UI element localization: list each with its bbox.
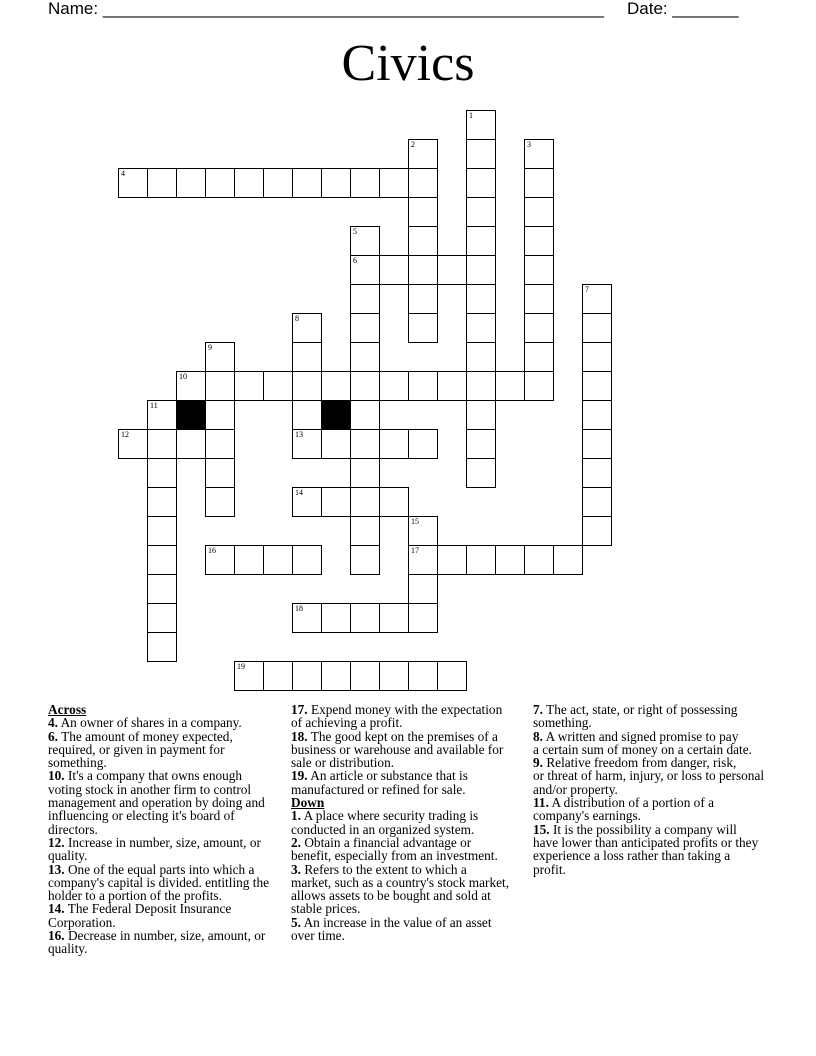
clue-number: 2.: [291, 834, 301, 850]
clue-text: An increase in the value of an asset over time.: [291, 914, 492, 944]
crossword-cell[interactable]: [321, 168, 351, 198]
across-clue-16: [48, 929, 288, 956]
across-clue-6: [48, 730, 288, 770]
clue-text: The act, state, or right of possessing something.: [533, 702, 738, 731]
clue-number-label: 11: [150, 401, 158, 410]
crossword-cell[interactable]: [321, 661, 351, 691]
clue-number-label: 8: [295, 314, 299, 323]
crossword-cell[interactable]: [263, 545, 293, 575]
clue-text: Expend money with the expectation of achieving a profit.: [291, 702, 503, 731]
crossword-cell[interactable]: [147, 603, 177, 633]
across-clue-17: [291, 703, 529, 730]
clue-number: 18.: [291, 728, 308, 744]
crossword-cell[interactable]: [350, 255, 380, 285]
down-clue-5: [291, 916, 529, 943]
crossword-cell[interactable]: [263, 371, 293, 401]
crossword-cell[interactable]: [147, 400, 177, 430]
crossword-cell[interactable]: [205, 400, 235, 430]
crossword-cell[interactable]: [350, 284, 380, 314]
across-clue-19: [291, 769, 529, 796]
crossword-cell[interactable]: [466, 197, 496, 227]
clue-text: It is the possibility a company will have lower than anticipated profits or they experience a loss rather than taking a profit.: [533, 821, 759, 877]
crossword-cell[interactable]: [495, 545, 525, 575]
black-square: [321, 400, 351, 430]
crossword-cell[interactable]: [379, 661, 409, 691]
crossword-cell[interactable]: [524, 226, 554, 256]
crossword-cell[interactable]: [292, 429, 322, 459]
crossword-cell[interactable]: [524, 139, 554, 169]
clue-number: 11.: [533, 795, 549, 811]
clue-number-label: 15: [411, 517, 419, 526]
crossword-cell[interactable]: [466, 342, 496, 372]
clue-text: One of the equal parts into which a company's capital is divided. entitling the holder to a portion of the profits.: [48, 861, 270, 904]
down-clue-7: [533, 703, 803, 730]
crossword-cell[interactable]: [466, 255, 496, 285]
crossword-cell[interactable]: [582, 313, 612, 343]
clue-number-label: 17: [411, 546, 419, 555]
clue-text: Obtain a financial advantage or benefit, especially from an investment.: [291, 834, 498, 864]
crossword-cell[interactable]: [205, 487, 235, 517]
crossword-cell[interactable]: [263, 661, 293, 691]
crossword-cell[interactable]: [292, 371, 322, 401]
crossword-cell[interactable]: [292, 545, 322, 575]
clue-number: 3.: [291, 861, 301, 877]
crossword-cell[interactable]: [408, 255, 438, 285]
across-clue-4: [48, 716, 288, 729]
crossword-cell[interactable]: [350, 458, 380, 488]
crossword-cell[interactable]: [408, 429, 438, 459]
clue-number-label: 1: [469, 111, 473, 120]
down-clue-1: [291, 809, 529, 836]
crossword-cell[interactable]: [408, 603, 438, 633]
crossword-cell[interactable]: [408, 284, 438, 314]
clue-text: Refers to the extent to which a market, such as a country's stock market, allows assets to be bought and sold at stable prices.: [291, 861, 510, 917]
across-clue-14: [48, 902, 288, 929]
crossword-cell[interactable]: [466, 313, 496, 343]
clue-number: 6.: [48, 728, 58, 744]
crossword-cell[interactable]: [408, 371, 438, 401]
clue-number-label: 13: [295, 430, 303, 439]
crossword-cell[interactable]: [379, 371, 409, 401]
crossword-cell[interactable]: [408, 516, 438, 546]
clue-number: 19.: [291, 768, 308, 784]
crossword-cell[interactable]: [234, 168, 264, 198]
crossword-cell[interactable]: [524, 168, 554, 198]
crossword-cell[interactable]: [292, 400, 322, 430]
crossword-cell[interactable]: [292, 603, 322, 633]
clue-column-3: [533, 703, 803, 876]
clue-number: 15.: [533, 821, 550, 837]
clue-text: A distribution of a portion of a company's earnings.: [533, 795, 714, 824]
crossword-cell[interactable]: [176, 168, 206, 198]
across-clue-13: [48, 863, 288, 903]
clue-number: 14.: [48, 901, 65, 917]
crossword-cell[interactable]: [350, 226, 380, 256]
crossword-cell[interactable]: [205, 458, 235, 488]
crossword-cell[interactable]: [408, 139, 438, 169]
crossword-cell[interactable]: [321, 603, 351, 633]
name-label: Name:: [48, 0, 99, 18]
clue-number: 9.: [533, 755, 543, 771]
crossword-cell[interactable]: [466, 168, 496, 198]
crossword-cell[interactable]: [176, 371, 206, 401]
clue-text: Increase in number, size, amount, or quality.: [48, 834, 261, 864]
name-blank: _____________________________________________________: [102, 0, 604, 18]
crossword-cell[interactable]: [379, 487, 409, 517]
clue-text: Decrease in number, size, amount, or quality.: [48, 928, 266, 957]
crossword-cell[interactable]: [350, 371, 380, 401]
crossword-cell[interactable]: [118, 429, 148, 459]
crossword-cell[interactable]: [524, 255, 554, 285]
crossword-cell[interactable]: [147, 168, 177, 198]
crossword-cell[interactable]: [582, 516, 612, 546]
crossword-cell[interactable]: [466, 226, 496, 256]
crossword-cell[interactable]: [263, 168, 293, 198]
down-clue-11: [533, 796, 803, 823]
crossword-cell[interactable]: [437, 255, 467, 285]
crossword-cell[interactable]: [379, 168, 409, 198]
crossword-cell[interactable]: [553, 545, 583, 575]
crossword-cell[interactable]: [292, 313, 322, 343]
clue-number-label: 18: [295, 604, 303, 613]
clue-number-label: 12: [121, 430, 129, 439]
crossword-cell[interactable]: [524, 284, 554, 314]
clue-number-label: 5: [353, 227, 357, 236]
clue-text: The good kept on the premises of a business or warehouse and available for sale or distribution.: [291, 728, 504, 771]
crossword-cell[interactable]: [524, 313, 554, 343]
down-clue-3: [291, 863, 529, 916]
clue-text: Relative freedom from danger, risk, or threat of harm, injury, or loss to personal and/or property.: [533, 755, 765, 797]
clue-text: The amount of money expected, required, or given in payment for something.: [48, 728, 233, 771]
clue-number-label: 2: [411, 140, 415, 149]
page-title: Civics: [341, 35, 475, 92]
crossword-cell[interactable]: [408, 574, 438, 604]
crossword-cell[interactable]: [205, 342, 235, 372]
down-clue-8: [533, 730, 803, 757]
crossword-cell[interactable]: [205, 545, 235, 575]
crossword-cell[interactable]: [582, 284, 612, 314]
crossword-cell[interactable]: [292, 487, 322, 517]
crossword-cell[interactable]: [379, 255, 409, 285]
clue-number: 4.: [48, 715, 58, 731]
crossword-cell[interactable]: [408, 545, 438, 575]
crossword-cell[interactable]: [466, 139, 496, 169]
crossword-cell[interactable]: [292, 168, 322, 198]
crossword-cell[interactable]: [147, 574, 177, 604]
crossword-cell[interactable]: [466, 371, 496, 401]
crossword-cell[interactable]: [350, 661, 380, 691]
crossword-cell[interactable]: [205, 429, 235, 459]
crossword-cell[interactable]: [147, 487, 177, 517]
crossword-cell[interactable]: [466, 458, 496, 488]
clue-number-label: 9: [208, 343, 212, 352]
clue-number: 12.: [48, 834, 65, 850]
clue-text: It's a company that owns enough voting stock in another firm to control management and operation by doing and influencing or electing it's board of directors.: [48, 768, 265, 837]
crossword-cell[interactable]: [408, 226, 438, 256]
clue-text: The Federal Deposit Insurance Corporation.: [48, 901, 232, 930]
crossword-cell[interactable]: [466, 110, 496, 140]
black-square: [176, 400, 206, 430]
crossword-cell[interactable]: [408, 661, 438, 691]
crossword-cell[interactable]: [437, 545, 467, 575]
crossword-cell[interactable]: [205, 168, 235, 198]
crossword-cell[interactable]: [292, 661, 322, 691]
crossword-cell[interactable]: [350, 429, 380, 459]
clue-number: 7.: [533, 702, 543, 717]
clue-number-label: 7: [585, 285, 589, 294]
clue-column-2: [291, 703, 529, 942]
crossword-cell[interactable]: [582, 342, 612, 372]
clue-number: 16.: [48, 928, 65, 944]
crossword-cell[interactable]: [466, 429, 496, 459]
down-clue-15: [533, 823, 803, 876]
crossword-cell[interactable]: [350, 168, 380, 198]
clue-number: 1.: [291, 808, 301, 824]
crossword-cell[interactable]: [147, 458, 177, 488]
date-blank: _______: [672, 0, 739, 18]
crossword-cell[interactable]: [437, 371, 467, 401]
crossword-cell[interactable]: [437, 661, 467, 691]
crossword-cell[interactable]: [176, 429, 206, 459]
clue-number-label: 14: [295, 488, 303, 497]
crossword-cell[interactable]: [234, 545, 264, 575]
crossword-cell[interactable]: [234, 371, 264, 401]
crossword-cell[interactable]: [582, 371, 612, 401]
clue-number: 17.: [291, 702, 308, 717]
crossword-cell[interactable]: [524, 545, 554, 575]
crossword-cell[interactable]: [582, 458, 612, 488]
clue-number: 8.: [533, 728, 543, 744]
crossword-cell[interactable]: [147, 632, 177, 662]
crossword-cell[interactable]: [466, 284, 496, 314]
down-clue-2: [291, 836, 529, 863]
clue-column-1: [48, 703, 288, 956]
crossword-cell[interactable]: [350, 313, 380, 343]
crossword-cell[interactable]: [379, 429, 409, 459]
date-label: Date:: [627, 0, 668, 18]
crossword-cell[interactable]: [147, 545, 177, 575]
clue-number-label: 16: [208, 546, 216, 555]
crossword-cell[interactable]: [582, 400, 612, 430]
crossword-cell[interactable]: [350, 487, 380, 517]
clue-number: 5.: [291, 914, 301, 930]
crossword-cell[interactable]: [321, 371, 351, 401]
crossword-cell[interactable]: [408, 168, 438, 198]
crossword-cell[interactable]: [524, 197, 554, 227]
crossword-cell[interactable]: [466, 400, 496, 430]
crossword-cell[interactable]: [321, 487, 351, 517]
across-clue-18: [291, 730, 529, 770]
down-clue-9: [533, 756, 803, 796]
clue-number-label: 19: [237, 662, 245, 671]
clue-text: An owner of shares in a company.: [60, 715, 242, 731]
clue-number-label: 6: [353, 256, 357, 265]
crossword-cell[interactable]: [350, 342, 380, 372]
clue-number-label: 3: [527, 140, 531, 149]
clue-text: An article or substance that is manufactured or refined for sale.: [291, 768, 468, 797]
across-heading: Across: [48, 702, 87, 717]
crossword-cell[interactable]: [147, 516, 177, 546]
crossword-cell[interactable]: [321, 429, 351, 459]
crossword-cell[interactable]: [582, 487, 612, 517]
crossword-cell[interactable]: [118, 168, 148, 198]
crossword-cell[interactable]: [582, 429, 612, 459]
crossword-cell[interactable]: [408, 197, 438, 227]
clue-number: 10.: [48, 768, 65, 784]
clue-number-label: 4: [121, 169, 125, 178]
across-clue-12: [48, 836, 288, 863]
crossword-cell[interactable]: [524, 371, 554, 401]
crossword-cell[interactable]: [205, 371, 235, 401]
crossword-cell[interactable]: [350, 545, 380, 575]
crossword-cell[interactable]: [350, 516, 380, 546]
crossword-cell[interactable]: [234, 661, 264, 691]
crossword-cell[interactable]: [350, 603, 380, 633]
clue-number: 13.: [48, 861, 65, 877]
clue-text: A place where security trading is conducted in an organized system.: [291, 808, 479, 837]
down-heading: Down: [291, 795, 325, 811]
clue-number-label: 10: [179, 372, 187, 381]
crossword-cell[interactable]: [524, 342, 554, 372]
crossword-cell[interactable]: [408, 313, 438, 343]
crossword-cell[interactable]: [466, 545, 496, 575]
crossword-cell[interactable]: [495, 371, 525, 401]
crossword-cell[interactable]: [147, 429, 177, 459]
crossword-cell[interactable]: [350, 400, 380, 430]
crossword-cell[interactable]: [292, 342, 322, 372]
across-clue-10: [48, 769, 288, 835]
clue-text: A written and signed promise to pay a certain sum of money on a certain date.: [533, 728, 752, 757]
crossword-cell[interactable]: [379, 603, 409, 633]
